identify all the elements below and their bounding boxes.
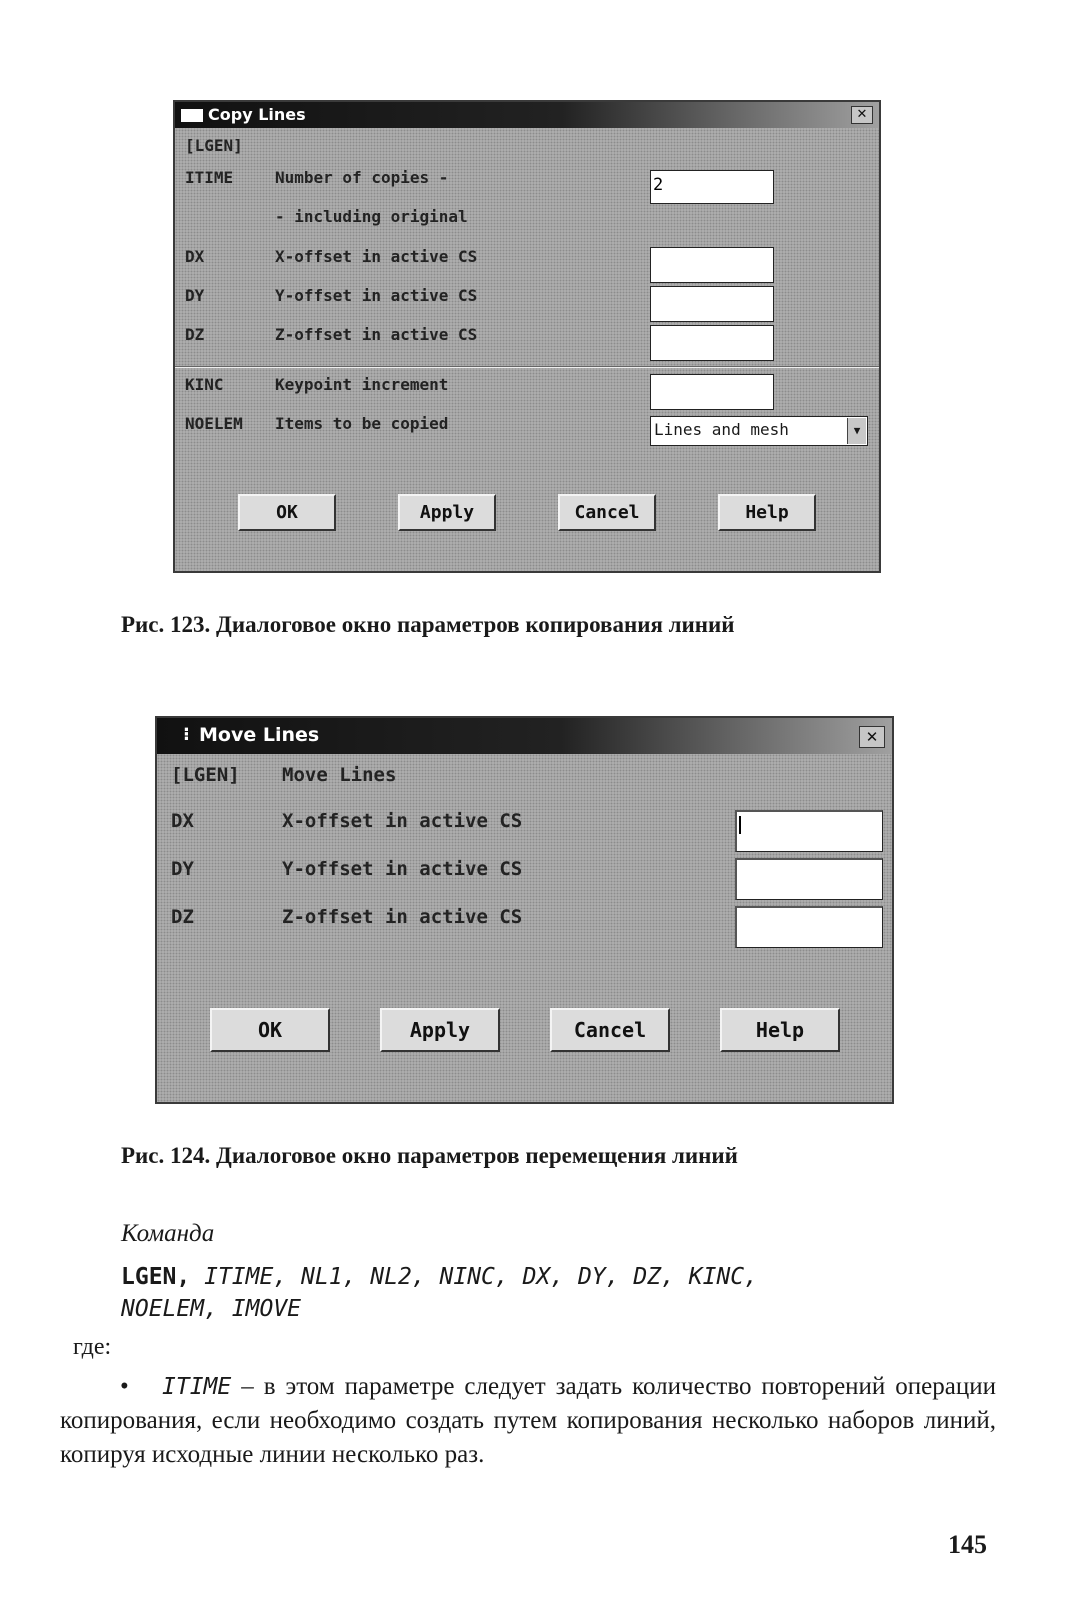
noelem-label: Items to be copied xyxy=(275,414,449,433)
command-heading: Команда xyxy=(121,1220,215,1247)
dz-label: Z-offset in active CS xyxy=(282,906,523,928)
copy-lines-titlebar[interactable] xyxy=(175,102,879,128)
itime-code: ITIME xyxy=(185,168,234,187)
dz-input[interactable] xyxy=(650,325,774,361)
move-lines-dialog xyxy=(155,716,894,1104)
close-icon[interactable]: ✕ xyxy=(859,726,885,748)
help-button[interactable]: Help xyxy=(720,1008,840,1052)
bullet-text: – в этом параметре следует задать количество повторений операции копирования, если необходимо создать путем копирования несколько наборов линий, копируя исходные линии несколько раз. xyxy=(60,1373,996,1468)
dz-code: DZ xyxy=(171,906,194,928)
command-args: ITIME, NL1, NL2, NINC, DX, DY, DZ, KINC, xyxy=(190,1264,758,1290)
noelem-select[interactable] xyxy=(650,416,868,446)
command-header: [LGEN] xyxy=(171,764,240,786)
where-label: где: xyxy=(73,1334,112,1360)
dz-code: DZ xyxy=(185,325,205,344)
dy-code: DY xyxy=(171,858,194,880)
kinc-input[interactable] xyxy=(650,374,774,410)
ok-button[interactable]: OK xyxy=(238,494,336,531)
itime-label-cont: - including original xyxy=(275,207,468,226)
itime-label: Number of copies - xyxy=(275,168,449,187)
dialog-title: Move Lines xyxy=(199,724,320,746)
section-divider xyxy=(175,366,879,368)
dx-label: X-offset in active CS xyxy=(282,810,523,832)
bullet-param: ITIME xyxy=(162,1374,232,1400)
dialog-title: Copy Lines xyxy=(208,105,306,124)
kinc-code: KINC xyxy=(185,375,224,394)
window-icon: ⁝ xyxy=(183,724,190,745)
apply-button[interactable]: Apply xyxy=(380,1008,500,1052)
chevron-down-icon[interactable]: ▼ xyxy=(847,418,866,444)
dy-code: DY xyxy=(185,286,205,305)
dz-input[interactable] xyxy=(735,906,883,948)
ok-button[interactable]: OK xyxy=(210,1008,330,1052)
itime-input[interactable]: 2 xyxy=(650,170,774,204)
dx-input[interactable] xyxy=(650,247,774,283)
dx-code: DX xyxy=(185,247,205,266)
copy-lines-dialog xyxy=(173,100,881,573)
command-syntax-line-1 xyxy=(121,1264,758,1290)
apply-button[interactable]: Apply xyxy=(398,494,496,531)
dz-label: Z-offset in active CS xyxy=(275,325,478,344)
command-syntax-line-2 xyxy=(121,1296,301,1322)
close-icon[interactable]: ✕ xyxy=(851,106,873,124)
help-button[interactable]: Help xyxy=(718,494,816,531)
cancel-button[interactable]: Cancel xyxy=(550,1008,670,1052)
page-number: 145 xyxy=(948,1530,987,1559)
noelem-code: NOELEM xyxy=(185,414,243,433)
dy-input[interactable] xyxy=(735,858,883,900)
command-title: Move Lines xyxy=(282,764,397,786)
text-cursor xyxy=(739,816,741,834)
move-lines-titlebar[interactable] xyxy=(157,718,892,754)
command-args-cont: NOELEM, IMOVE xyxy=(121,1296,302,1322)
figure-123-caption: Рис. 123. Диалоговое окно параметров копирования линий xyxy=(121,612,735,637)
dy-label: Y-offset in active CS xyxy=(275,286,478,305)
command-keyword: LGEN, xyxy=(121,1264,191,1290)
dy-input[interactable] xyxy=(650,286,774,322)
window-icon xyxy=(181,109,203,122)
kinc-label: Keypoint increment xyxy=(275,375,449,394)
cancel-button[interactable]: Cancel xyxy=(558,494,656,531)
figure-124-caption: Рис. 124. Диалоговое окно параметров перемещения линий xyxy=(121,1143,738,1168)
dy-label: Y-offset in active CS xyxy=(282,858,523,880)
noelem-selected-value: Lines and mesh xyxy=(654,420,789,439)
bullet-symbol: • xyxy=(120,1373,129,1400)
bullet-paragraph xyxy=(60,1370,996,1472)
dx-code: DX xyxy=(171,810,194,832)
command-header: [LGEN] xyxy=(185,136,243,155)
dx-label: X-offset in active CS xyxy=(275,247,478,266)
dx-input[interactable] xyxy=(735,810,883,852)
